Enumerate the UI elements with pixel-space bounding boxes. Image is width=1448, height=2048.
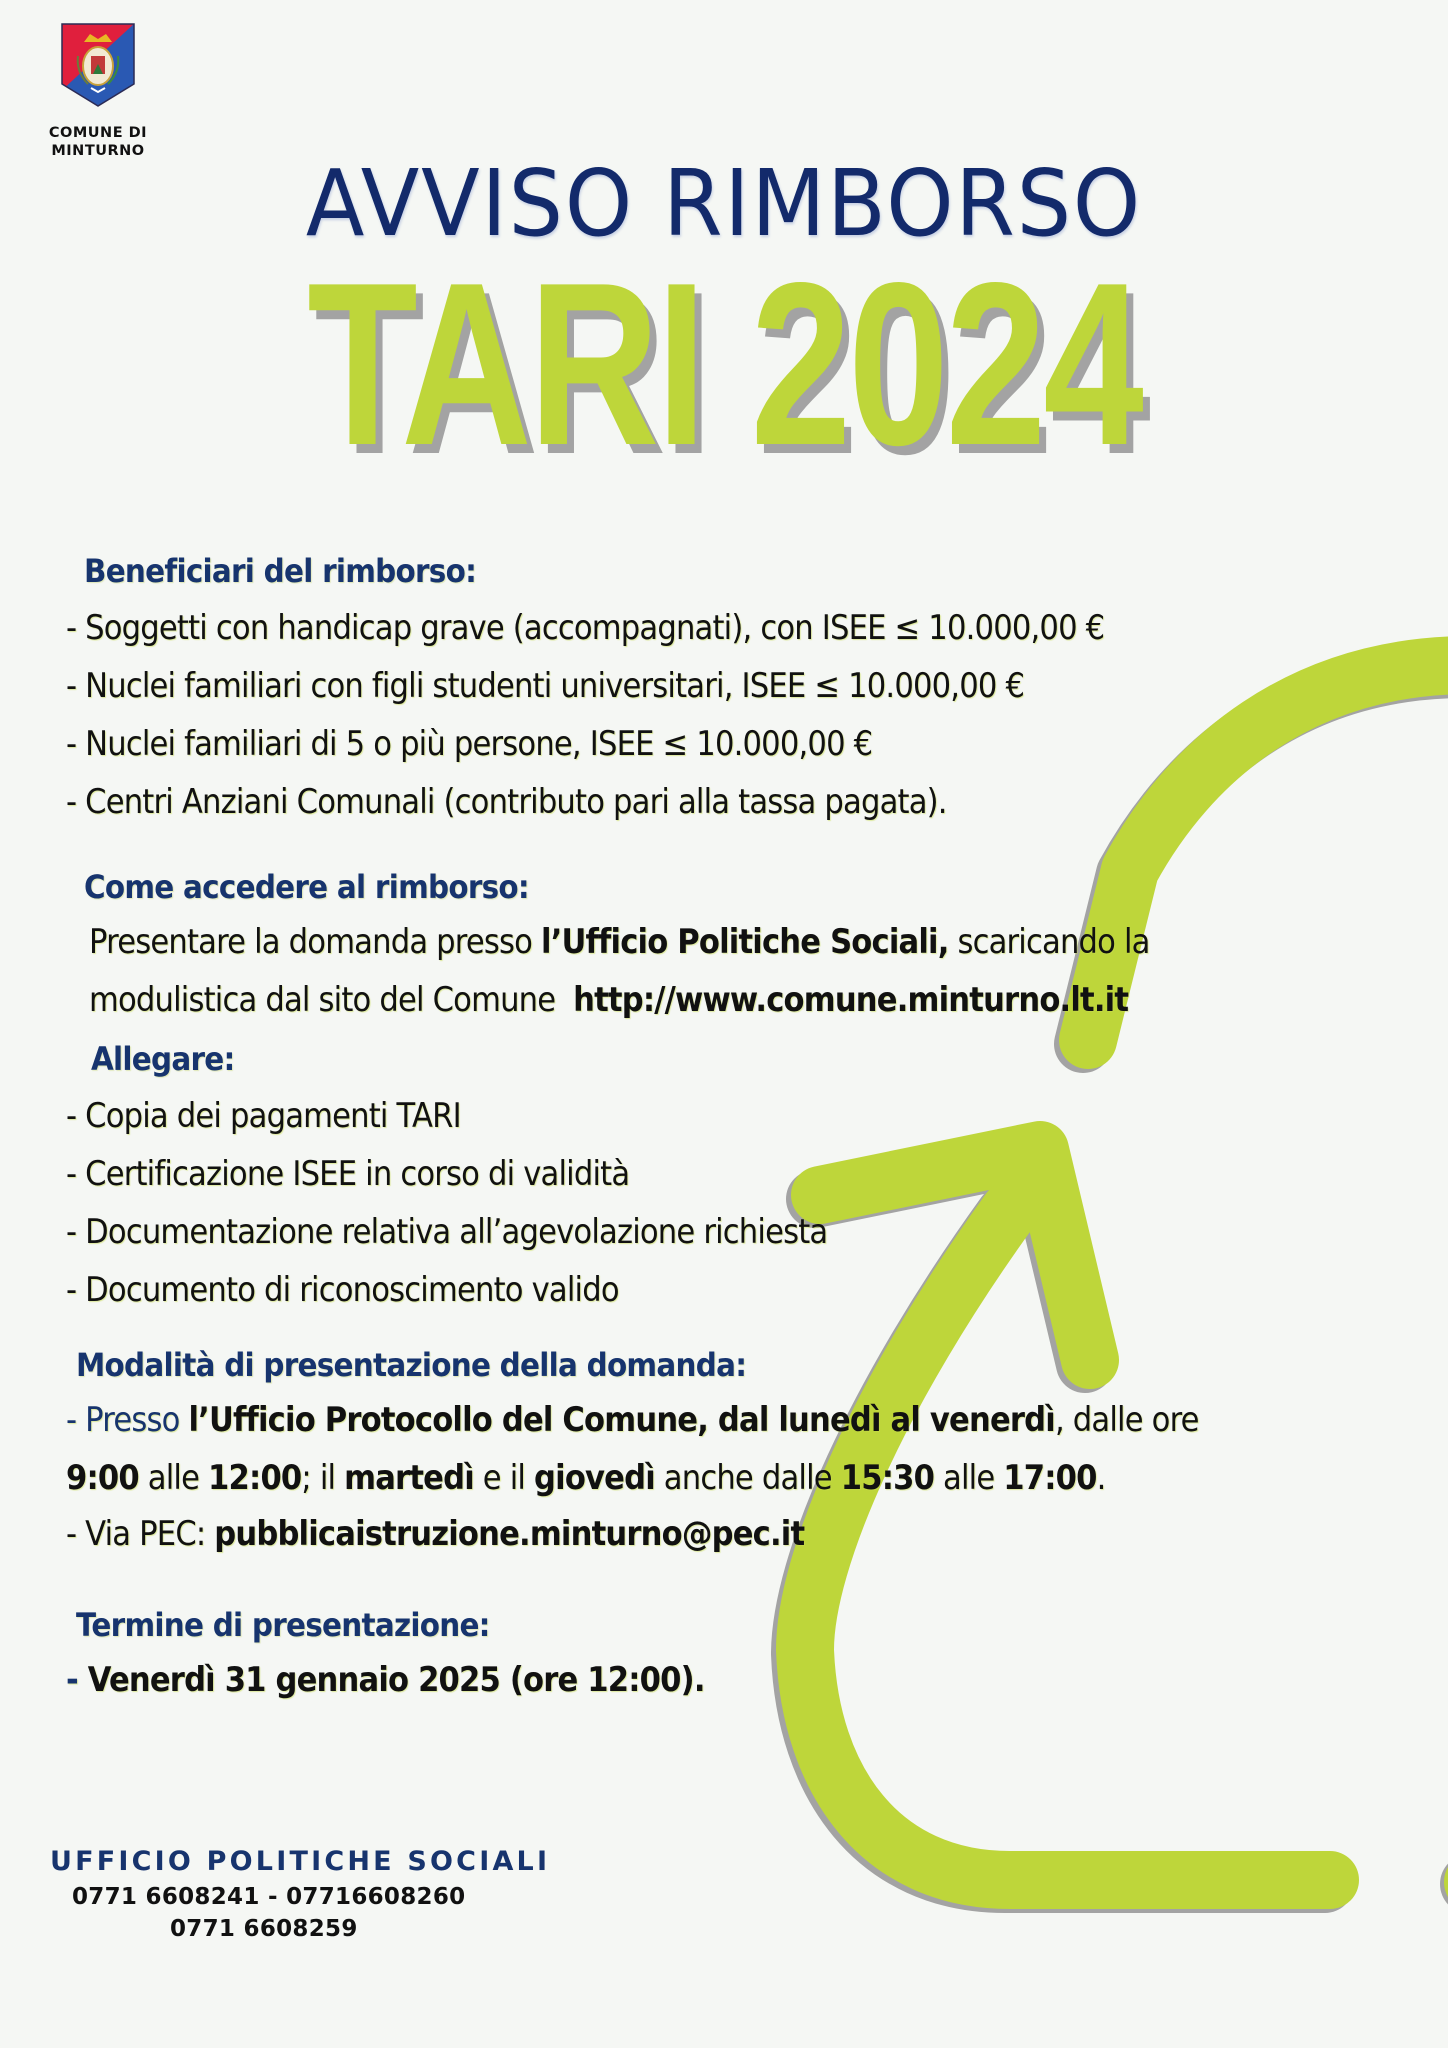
arrow-head [820,1150,1090,1360]
top-curve-shadow [1083,669,1448,1044]
footer-phone-line-2: 0771 6608259 [170,1916,358,1942]
modalita-dash-text: - Presso [66,1400,189,1440]
text: alle [934,1458,1004,1498]
website-link[interactable]: http://www.comune.minturno.lt.it [573,980,1129,1020]
termine-dash: - [66,1660,88,1700]
top-curve [1088,665,1448,1040]
accesso-text: modulistica dal sito del Comune [89,980,574,1020]
termine-date-line [66,1660,705,1700]
footer-office-name: UFFICIO POLITICHE SOCIALI [50,1846,551,1877]
municipality-logo [48,22,148,160]
page-title: AVVISO RIMBORSO [305,150,1143,257]
allegare-item: - Certificazione ISEE in corso di validità [66,1154,630,1194]
modalita-line-3 [66,1514,804,1554]
time-end: 12:00 [208,1458,302,1498]
office-name: l’Ufficio Politiche Sociali, [541,922,949,962]
accesso-text: Presentare la domanda presso [89,922,542,962]
text: . [1096,1458,1106,1498]
accesso-paragraph-line-1 [89,922,1150,962]
modalita-text: , dalle ore [1054,1400,1199,1440]
modalita-heading: Modalità di presentazione della domanda: [76,1346,747,1384]
protocol-office: l’Ufficio Protocollo del Comune, dal lunedì al venerdì [188,1400,1055,1440]
accesso-heading: Come accedere al rimborso: [84,868,529,906]
page-title-highlight: TARI 2024 [307,235,1141,494]
text: anche dalle [654,1458,841,1498]
beneficiari-item: - Soggetti con handicap grave (accompagnati), con ISEE ≤ 10.000,00 € [66,608,1105,648]
beneficiari-item: - Nuclei familiari con figli studenti universitari, ISEE ≤ 10.000,00 € [66,666,1025,706]
logo-line-2: MINTURNO [51,143,145,159]
allegare-item: - Copia dei pagamenti TARI [66,1096,461,1136]
modalita-line-1 [66,1400,1199,1440]
pec-email-link[interactable]: pubblicaistruzione.minturno@pec.it [214,1514,805,1554]
logo-line-1: COMUNE DI [48,125,148,141]
beneficiari-heading: Beneficiari del rimborso: [84,552,477,590]
day-thursday: giovedì [534,1458,655,1498]
arrow-loop [805,1210,1330,1880]
time-start: 9:00 [66,1458,139,1498]
accesso-text: scaricando la [948,922,1150,962]
beneficiari-item: - Centri Anziani Comunali (contributo pari alla tassa pagata). [66,782,947,822]
footer-phone-line-1: 0771 6608241 - 07716608260 [72,1884,466,1910]
allegare-item: - Documentazione relativa all’agevolazione richiesta [66,1212,828,1252]
beneficiari-item: - Nuclei familiari di 5 o più persone, ISEE ≤ 10.000,00 € [66,724,873,764]
deadline-date: Venerdì 31 gennaio 2025 (ore 12:00). [87,1660,705,1700]
afternoon-start: 15:30 [840,1458,935,1498]
day-tuesday: martedì [344,1458,474,1498]
allegare-heading: Allegare: [91,1040,235,1078]
afternoon-end: 17:00 [1003,1458,1097,1498]
text: alle [138,1458,209,1498]
text: ; il [301,1458,345,1498]
allegare-item: - Documento di riconoscimento valido [66,1270,619,1310]
accesso-paragraph-line-2 [89,980,1128,1020]
text: e il [473,1458,535,1498]
termine-heading: Termine di presentazione: [76,1606,490,1644]
pec-label: - Via PEC: [66,1514,215,1554]
modalita-line-2 [66,1458,1106,1498]
coat-of-arms-icon [60,22,136,108]
